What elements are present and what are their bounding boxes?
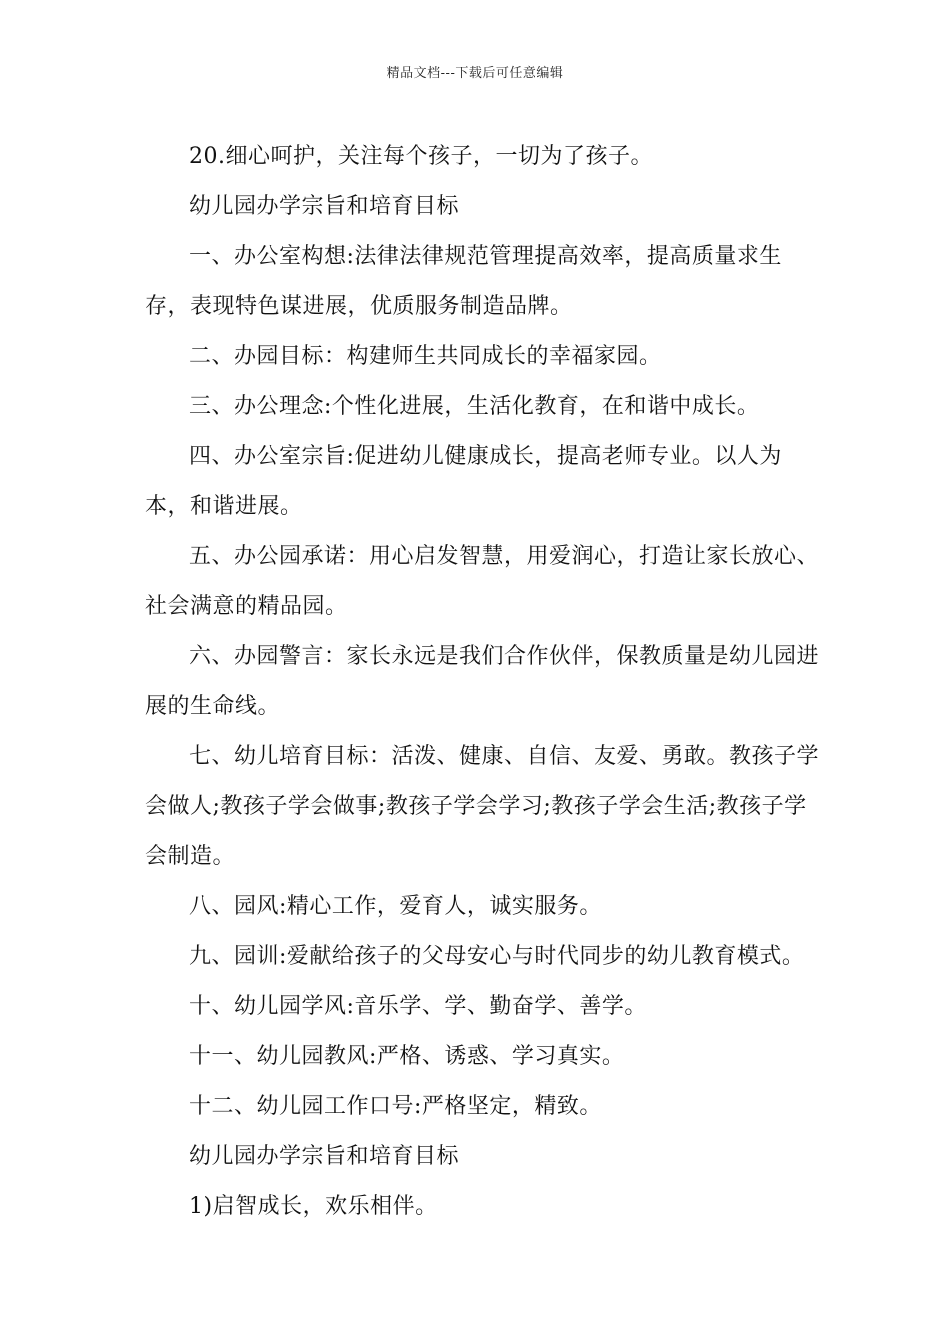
paragraph: 六、办园警言：家长永远是我们合作伙伴，保教质量是幼儿园进展的生命线。 xyxy=(145,644,820,719)
paragraph: 四、办公室宗旨:促进幼儿健康成长，提高老师专业。以人为本，和谐进展。 xyxy=(145,444,782,519)
paragraph: 二、办园目标：构建师生共同成长的幸福家园。 xyxy=(189,344,662,369)
page-header: 精品文档---下载后可任意编辑 xyxy=(386,66,564,81)
paragraph: 三、办公理念:个性化进展，生活化教育，在和谐中成长。 xyxy=(189,394,760,419)
section-heading: 幼儿园办学宗旨和培育目标 xyxy=(189,1144,460,1169)
paragraph: 一、办公室构想:法律法律规范管理提高效率，提高质量求生存，表现特色谋进展，优质服务制造品牌。 xyxy=(145,244,782,319)
paragraph: 1)启智成长，欢乐相伴。 xyxy=(189,1194,438,1219)
paragraph: 九、园训:爱献给孩子的父母安心与时代同步的幼儿教育模式。 xyxy=(189,944,805,969)
paragraph: 五、办公园承诺：用心启发智慧，用爱润心，打造让家长放心、社会满意的精品园。 xyxy=(145,544,820,619)
section-heading: 幼儿园办学宗旨和培育目标 xyxy=(189,194,460,219)
paragraph: 八、园风:精心工作，爱育人，诚实服务。 xyxy=(189,894,602,919)
document-body xyxy=(145,132,825,1232)
paragraph: 20.细心呵护，关注每个孩子，一切为了孩子。 xyxy=(189,144,653,169)
paragraph: 七、幼儿培育目标：活泼、健康、自信、友爱、勇敢。教孩子学会做人;教孩子学会做事;教孩子学会学习;教孩子学会生活;教孩子学会制造。 xyxy=(145,744,820,869)
paragraph: 十、幼儿园学风:音乐学、学、勤奋学、善学。 xyxy=(189,994,647,1019)
paragraph: 十二、幼儿园工作口号:严格坚定，精致。 xyxy=(189,1094,602,1119)
paragraph: 十一、幼儿园教风:严格、诱惑、学习真实。 xyxy=(189,1044,625,1069)
